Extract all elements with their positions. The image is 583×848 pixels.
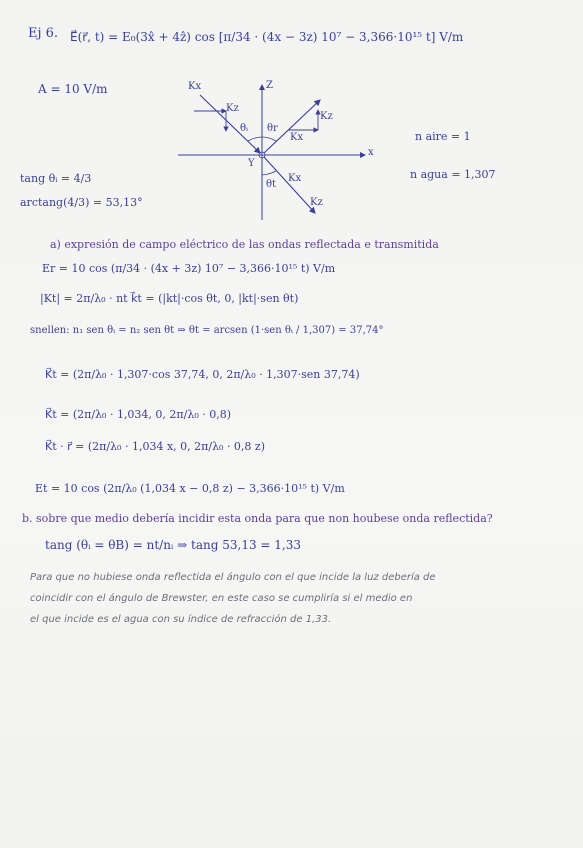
part-b-paragraph-1: Para que no hubiese onda reflectida el ángulo con el que incide la luz debería de [30,572,436,583]
label-kx-bottom: Kx [288,173,302,184]
part-a-line-5: K⃗t = (2π/λ₀ · 1,034, 0, 2π/λ₀ · 0,8) [45,408,232,421]
part-b-heading: b. sobre que medio debería incidir esta onda para que non houbese onda reflectida? [22,512,493,525]
part-a-line-1: Er = 10 cos (π/34 · (4x + 3z) 10⁷ − 3,366·10¹⁵ t) V/m [42,262,336,275]
part-a-line-7: Et = 10 cos (2π/λ₀ (1,034 x − 0,8 z) − 3,366·10¹⁵ t) V/m [35,482,345,495]
exercise-header: Ej 6. [28,26,59,41]
transmission-angle-arc [262,171,276,175]
label-theta-r: θr [267,123,278,134]
label-kx-right: Kx [290,132,304,143]
part-a-line-6: K⃗t · r⃗ = (2π/λ₀ · 1,034 x, 0, 2π/λ₀ · 0,8 z) [45,440,266,453]
field-equation: E⃗(r⃗, t) = E₀(3x̂ + 4ẑ) cos [π/34 · (4x − 3z) 10⁷ − 3,366·10¹⁵ t] V/m [70,30,464,44]
part-a-line-2: |Kt| = 2π/λ₀ · nt k⃗t = (|kt|·cos θt, 0, |kt|·sen θt) [40,292,299,305]
label-theta-t: θt [266,179,277,190]
n-aire-label: n aire = 1 [415,130,471,143]
part-a-line-3: snellen: n₁ sen θᵢ = n₂ sen θt ⇒ θt = arcsen (1·sen θᵢ / 1,307) = 37,74° [30,325,384,336]
diagram-svg [170,75,390,225]
label-kz-bottom: Kz [310,197,323,208]
amplitude-line: A = 10 V/m [38,82,108,96]
n-agua-label: n agua = 1,307 [410,168,496,181]
label-kz-top: Kz [226,103,239,114]
wave-vector-diagram [170,75,390,225]
part-b-paragraph-3: el que incide es el agua con su índice de refracción de 1,33. [30,614,332,625]
part-b-line-1: tang (θᵢ = θB) = nt/nᵢ ⇒ tang 53,13 = 1,33 [45,538,301,552]
label-theta-i: θᵢ [240,123,249,134]
part-a-line-4: K⃗t = (2π/λ₀ · 1,307·cos 37,74, 0, 2π/λ₀ · 1,307·sen 37,74) [45,368,360,381]
label-kz-right: Kz [320,111,333,122]
label-z-axis: Z [266,80,273,91]
part-b-paragraph-2: coincidir con el ángulo de Brewster, en este caso se cumpliría si el medio en [30,593,413,604]
arctangent-line: arctang(4/3) = 53,13° [20,196,143,209]
label-x-axis: x [368,147,374,158]
label-y-axis: Y [248,158,255,169]
tangent-line: tang θᵢ = 4/3 [20,172,92,185]
part-a-heading: a) expresión de campo eléctrico de las ondas reflectada e transmitida [50,238,439,251]
label-kx-top: Kx [188,81,202,92]
